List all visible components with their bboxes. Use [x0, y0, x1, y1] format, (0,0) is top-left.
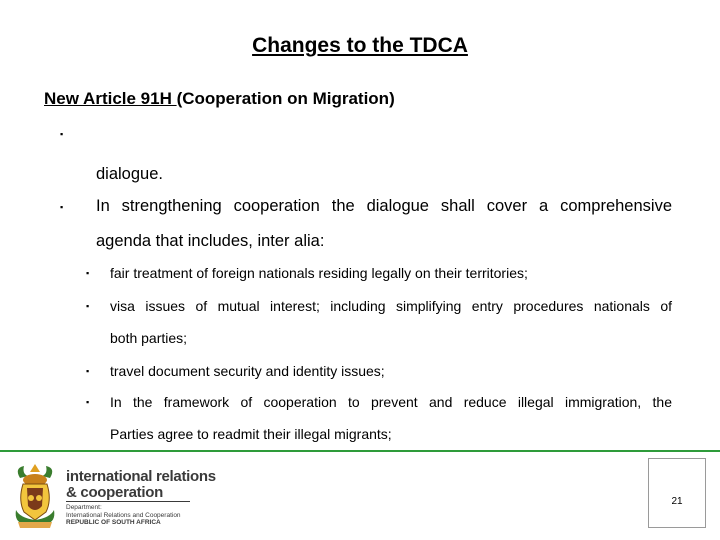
sub-bullet-text-line: travel document security and identity issues;: [110, 363, 385, 379]
footer-divider: [0, 450, 720, 452]
sub-bullet-text-line: Parties agree to readmit their illegal migrants;: [110, 426, 392, 442]
sub-bullet-marker: ▪: [86, 301, 90, 311]
sub-bullet-marker: ▪: [86, 397, 90, 407]
coat-of-arms-icon: [10, 460, 60, 532]
sub-bullet-text-line: both parties;: [110, 330, 188, 346]
article-number: New Article 91H: [44, 89, 177, 108]
org-name-line2: & cooperation: [66, 484, 163, 501]
sub-bullet-text-line: fair treatment of foreign nationals residing legally on their territories;: [110, 265, 528, 281]
page-number-box: [648, 458, 706, 528]
bullet-marker: ▪: [60, 129, 64, 139]
department-text: [66, 504, 181, 519]
bullet-marker: ▪: [60, 202, 64, 212]
sub-bullet-marker: ▪: [86, 268, 90, 278]
org-underline: [66, 501, 190, 502]
sub-bullet-text-line: In the framework of cooperation to prevent and reduce illegal immigration, the: [110, 394, 672, 410]
article-topic: (Cooperation on Migration): [176, 89, 395, 108]
country-name: REPUBLIC OF SOUTH AFRICA: [66, 519, 161, 526]
sub-bullet-marker: ▪: [86, 366, 90, 376]
article-heading: [44, 89, 395, 109]
sub-bullet-text-line: visa issues of mutual interest; including simplifying entry procedures nationals of: [110, 298, 672, 314]
department-name: International Relations and Cooperation: [66, 511, 181, 519]
page-number: 21: [671, 496, 683, 507]
page-title: Changes to the TDCA: [252, 34, 468, 57]
org-name-line1: international relations: [66, 468, 216, 485]
bullet-text-line: In strengthening cooperation the dialogue shall cover a comprehensive: [96, 197, 672, 215]
bullet-text-line: dialogue.: [96, 165, 163, 183]
bullet-text-line: agenda that includes, inter alia:: [96, 232, 325, 250]
department-label: Department:: [66, 504, 102, 511]
